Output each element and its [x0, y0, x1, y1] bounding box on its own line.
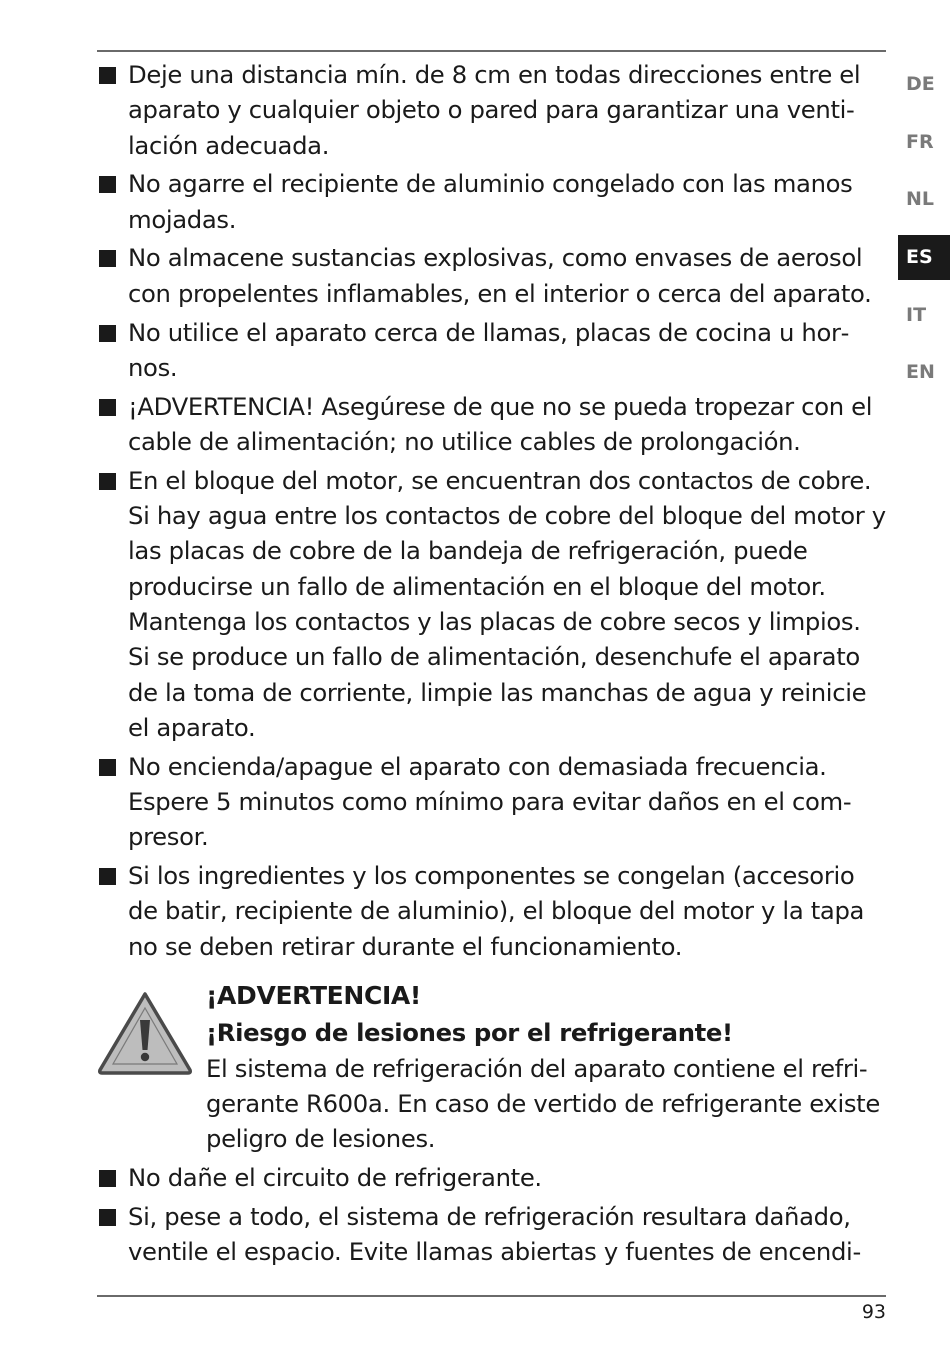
warning-title: ¡ADVERTENCIA!: [206, 980, 421, 1010]
bullet-square-icon: [99, 473, 116, 490]
list-item: Si, pese a todo, el sistema de refrigeración resultara dañado, ventile el espacio. Evite llamas abiertas y fuentes de encendi-: [97, 1199, 889, 1270]
bullet-square-icon: [99, 1170, 116, 1187]
bullet-square-icon: [99, 67, 116, 84]
safety-list-continued: [97, 1160, 889, 1269]
bullet-square-icon: [99, 176, 116, 193]
tab-en[interactable]: EN: [906, 361, 935, 384]
language-tabs: [898, 62, 950, 408]
warning-subtitle: ¡Riesgo de lesiones por el refrigerante!: [206, 1018, 733, 1048]
list-item: Si los ingredientes y los componentes se congelan (accesorio de batir, recipiente de aluminio), el bloque del motor y la tapa no se deben retirar durante el funcionamiento.: [97, 858, 889, 964]
page-number: 93: [861, 1301, 886, 1323]
tab-es[interactable]: ES: [898, 235, 950, 280]
bullet-square-icon: [99, 399, 116, 416]
list-item: No utilice el aparato cerca de llamas, placas de cocina u hornos.: [97, 315, 889, 386]
list-item: En el bloque del motor, se encuentran dos contactos de cobre. Si hay agua entre los contactos de cobre del bloque del motor y las placas de cobre de la bandeja de refrigeración, puede producirse un fallo de alimentación en el bloque del motor. Mantenga los contactos y las placas de cobre secos y limpios. Si se produce un fallo de alimentación, desenchufe el aparato de la toma de corriente, limpie las manchas de agua y reinicie el aparato.: [97, 463, 889, 745]
safety-list: [97, 57, 889, 964]
bottom-rule: [97, 1295, 886, 1297]
tab-it[interactable]: IT: [906, 303, 927, 326]
list-item: No agarre el recipiente de aluminio congelado con las manos mojadas.: [97, 166, 889, 237]
top-rule: [97, 50, 886, 52]
tab-de[interactable]: DE: [906, 73, 935, 95]
tab-nl[interactable]: NL: [906, 188, 935, 211]
warning-text: El sistema de refrigeración del aparato contiene el refrigerante R600a. En caso de vertido de refrigerante existe peligro de lesiones.: [206, 1053, 880, 1154]
bullet-square-icon: [99, 1209, 116, 1226]
warning-triangle-icon: [97, 990, 193, 1076]
list-item: No dañe el circuito de refrigerante.: [97, 1160, 889, 1195]
list-item: No almacene sustancias explosivas, como envases de aerosol con propelentes inflamables, en el interior o cerca del aparato.: [97, 240, 889, 311]
bullet-square-icon: [99, 868, 116, 885]
list-item: ¡ADVERTENCIA! Asegúrese de que no se pueda tropezar con el cable de alimentación; no utilice cables de prolongación.: [97, 389, 889, 460]
bullet-square-icon: [99, 250, 116, 267]
list-item: No encienda/apague el aparato con demasiada frecuencia. Espere 5 minutos como mínimo para evitar daños en el compresor.: [97, 749, 889, 855]
list-item: Deje una distancia mín. de 8 cm en todas direcciones entre el aparato y cualquier objeto o pared para garantizar una ventilación adecuada.: [97, 57, 889, 163]
bullet-square-icon: [99, 325, 116, 342]
tab-fr[interactable]: FR: [906, 130, 934, 153]
warning-block: [97, 978, 889, 1156]
bullet-square-icon: [99, 759, 116, 776]
manual-content: [97, 57, 889, 1273]
